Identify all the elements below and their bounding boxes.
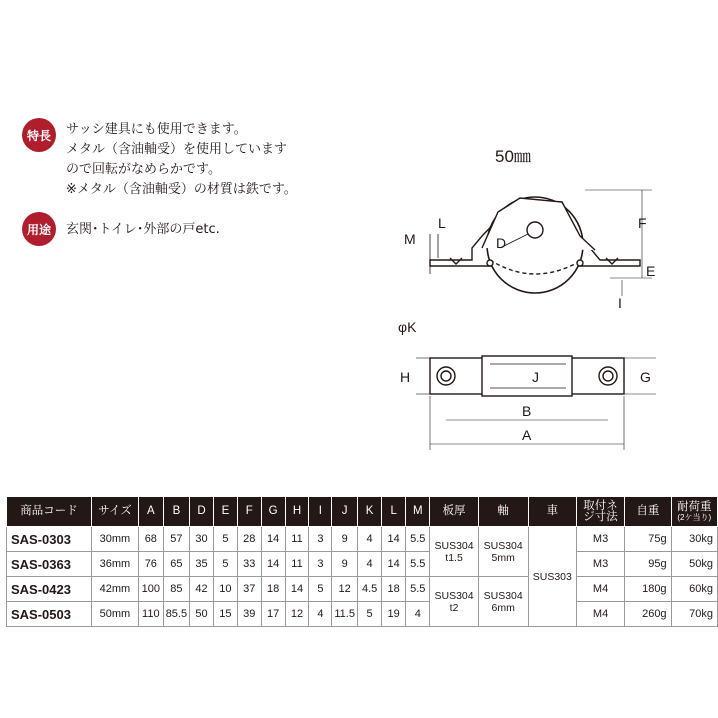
header-B: B	[163, 497, 189, 527]
cell-load: 60kg	[671, 577, 717, 602]
cell-E: 5	[213, 552, 237, 577]
cell-size: 30mm	[91, 527, 138, 552]
header-J: J	[332, 497, 358, 527]
cell-H: 12	[285, 602, 309, 627]
label-B: B	[522, 403, 532, 419]
cell-L: 14	[382, 552, 406, 577]
feature-line: メタル（含油軸受）を使用しています	[66, 142, 288, 157]
cell-B: 57	[163, 527, 189, 552]
label-G: G	[640, 369, 651, 385]
header-wheel: 車	[528, 497, 576, 527]
cell-weight: 260g	[625, 602, 671, 627]
technical-drawing	[390, 140, 690, 460]
cell-G: 17	[261, 602, 285, 627]
cell-K: 5	[357, 602, 381, 627]
header-K: K	[357, 497, 381, 527]
feature-line: サッシ建具にも使用できます。	[66, 122, 247, 137]
header-A: A	[138, 497, 163, 527]
table-header-row	[7, 497, 718, 527]
header-weight: 自重	[625, 497, 671, 527]
cell-plate-b: SUS304 t2	[430, 577, 478, 627]
cell-I: 3	[309, 527, 332, 552]
cell-D: 42	[190, 577, 214, 602]
label-phiK: φK	[398, 319, 417, 335]
cell-D: 30	[190, 527, 214, 552]
cell-screw: M3	[576, 527, 624, 552]
cell-D: 50	[190, 602, 214, 627]
header-load-note: (2ケ当り)	[677, 512, 712, 522]
spec-table	[6, 496, 718, 627]
cell-F: 39	[237, 602, 261, 627]
size-dimension-label: 50㎜	[495, 147, 531, 166]
cell-B: 85	[163, 577, 189, 602]
side-view	[430, 190, 652, 296]
cell-weight: 95g	[625, 552, 671, 577]
label-E: E	[646, 263, 656, 279]
feature-line: ※メタル（含油軸受）の材質は鉄です。	[66, 182, 297, 197]
table-row	[7, 602, 718, 627]
cell-weight: 75g	[625, 527, 671, 552]
header-load: 耐荷重 (2ケ当り)	[671, 497, 717, 527]
cell-D: 35	[190, 552, 214, 577]
cell-K: 4	[357, 527, 381, 552]
cell-size: 50mm	[91, 602, 138, 627]
cell-K: 4	[357, 552, 381, 577]
header-screw: 取付ネジ寸法	[576, 497, 624, 527]
cell-code: SAS-0303	[7, 527, 92, 552]
cell-F: 28	[237, 527, 261, 552]
cell-M: 5.5	[406, 552, 430, 577]
cell-B: 65	[163, 552, 189, 577]
header-L: L	[382, 497, 406, 527]
cell-screw: M4	[576, 577, 624, 602]
cell-screw: M3	[576, 552, 624, 577]
table-row	[7, 577, 718, 602]
feature-block	[22, 120, 382, 200]
header-E: E	[213, 497, 237, 527]
cell-J: 9	[332, 527, 358, 552]
cell-M: 5.5	[406, 527, 430, 552]
cell-M: 5.5	[406, 577, 430, 602]
cell-B: 85.5	[163, 602, 189, 627]
cell-load: 30kg	[671, 527, 717, 552]
cell-E: 10	[213, 577, 237, 602]
cell-A: 110	[138, 602, 163, 627]
cell-J: 9	[332, 552, 358, 577]
usage-block	[22, 214, 382, 246]
cell-A: 76	[138, 552, 163, 577]
cell-J: 12	[332, 577, 358, 602]
features-badge: 特長	[22, 118, 56, 152]
cell-I: 5	[309, 577, 332, 602]
cell-shaft-b: SUS304 6mm	[478, 577, 528, 627]
cell-shaft-a: SUS304 5mm	[478, 527, 528, 577]
cell-G: 14	[261, 527, 285, 552]
header-F: F	[237, 497, 261, 527]
cell-code: SAS-0503	[7, 602, 92, 627]
cell-wheel: SUS303	[528, 527, 576, 627]
cell-H: 14	[285, 577, 309, 602]
header-G: G	[261, 497, 285, 527]
cell-plate-a: SUS304 t1.5	[430, 527, 478, 577]
table-row	[7, 552, 718, 577]
header-H: H	[285, 497, 309, 527]
feature-line: ので回転がなめらかです。	[66, 162, 221, 177]
cell-L: 18	[382, 577, 406, 602]
table-row	[7, 527, 718, 552]
cell-L: 19	[382, 602, 406, 627]
cell-I: 4	[309, 602, 332, 627]
label-L: L	[438, 215, 446, 231]
header-shaft: 軸	[478, 497, 528, 527]
cell-F: 37	[237, 577, 261, 602]
cell-size: 36mm	[91, 552, 138, 577]
cell-A: 100	[138, 577, 163, 602]
cell-load: 70kg	[671, 602, 717, 627]
label-F: F	[638, 215, 647, 231]
features-section	[22, 120, 382, 260]
usage-line: 玄関･トイレ･外部の戸etc.	[66, 222, 220, 237]
cell-F: 33	[237, 552, 261, 577]
header-M: M	[406, 497, 430, 527]
cell-K: 4.5	[357, 577, 381, 602]
label-D: D	[496, 235, 507, 251]
header-code: 商品コード	[7, 497, 92, 527]
label-J: J	[532, 369, 539, 385]
cell-size: 42mm	[91, 577, 138, 602]
usage-badge: 用途	[22, 212, 56, 246]
label-I: I	[618, 295, 622, 311]
label-H: H	[400, 369, 411, 385]
cell-A: 68	[138, 527, 163, 552]
header-I: I	[309, 497, 332, 527]
cell-code: SAS-0363	[7, 552, 92, 577]
cell-load: 50kg	[671, 552, 717, 577]
cell-H: 11	[285, 552, 309, 577]
label-A: A	[522, 427, 532, 443]
header-plate: 板厚	[430, 497, 478, 527]
cell-E: 5	[213, 527, 237, 552]
cell-weight: 180g	[625, 577, 671, 602]
cell-L: 14	[382, 527, 406, 552]
cell-screw: M4	[576, 602, 624, 627]
cell-code: SAS-0423	[7, 577, 92, 602]
cell-G: 18	[261, 577, 285, 602]
cell-M: 4	[406, 602, 430, 627]
label-M: M	[404, 231, 416, 247]
cell-E: 15	[213, 602, 237, 627]
cell-H: 11	[285, 527, 309, 552]
cell-J: 11.5	[332, 602, 358, 627]
header-D: D	[190, 497, 214, 527]
header-size: サイズ	[91, 497, 138, 527]
cell-G: 14	[261, 552, 285, 577]
cell-I: 3	[309, 552, 332, 577]
